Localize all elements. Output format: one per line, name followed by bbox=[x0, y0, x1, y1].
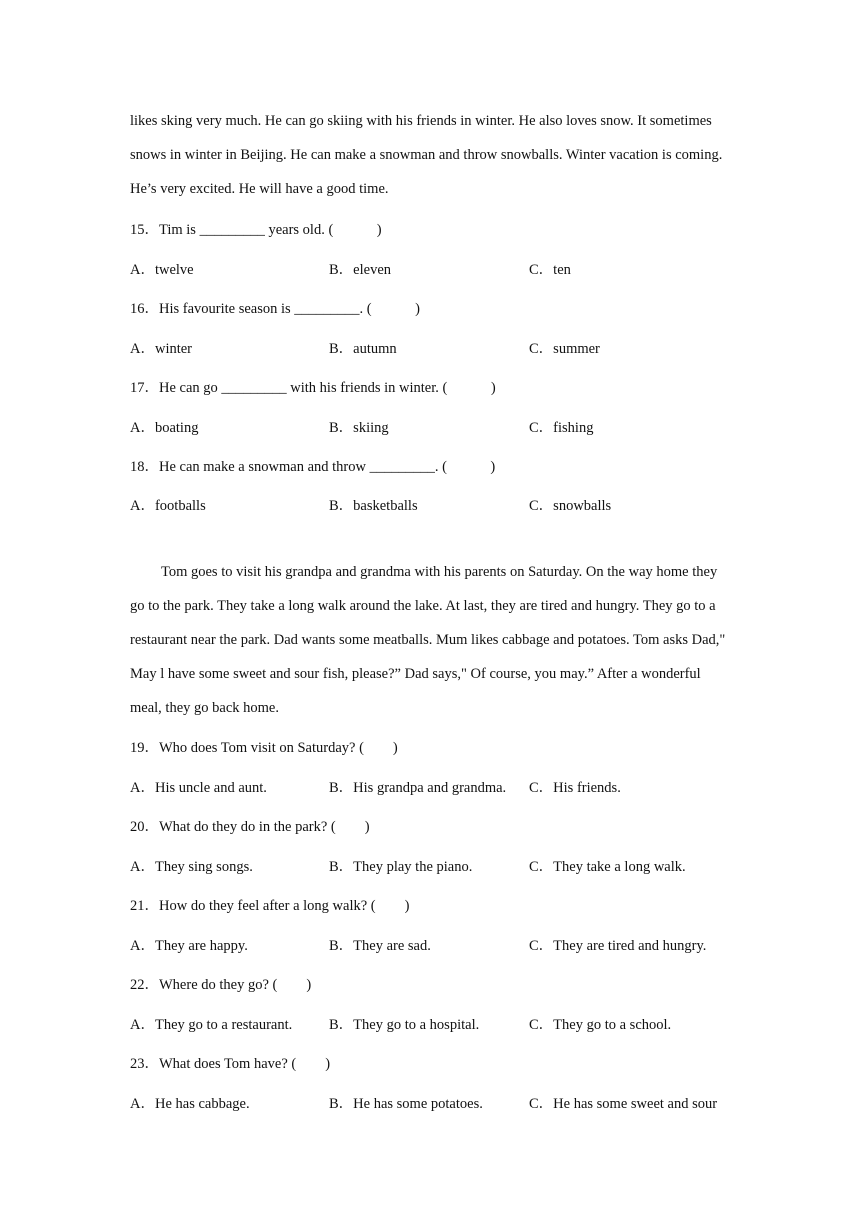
option-15-c: C．ten bbox=[529, 262, 571, 278]
question-20: 20．What do they do in the park? ( ) bbox=[130, 819, 370, 835]
options-23 bbox=[130, 1092, 735, 1112]
option-16-a: A．winter bbox=[130, 341, 193, 357]
option-23-b: B．He has some potatoes. bbox=[329, 1096, 483, 1112]
option-16-c: C．summer bbox=[529, 341, 600, 357]
option-18-a: A．footballs bbox=[130, 498, 206, 514]
option-22-c: C．They go to a school. bbox=[529, 1017, 672, 1033]
option-20-a: A．They sing songs. bbox=[130, 859, 253, 875]
option-17-a: A．boating bbox=[130, 420, 199, 436]
option-23-a: A．He has cabbage. bbox=[130, 1096, 250, 1112]
option-19-b: B．His grandpa and grandma. bbox=[329, 780, 507, 796]
reading-passage-1: likes sking very much. He can go skiing with his friends in winter. He also loves snow. It sometimes snows in winter in Beijing. He can make a snowman and throw snowballs. Winter vacation is coming. He’s very excited. He will have a good time. bbox=[130, 113, 723, 197]
question-15: 15．Tim is _________ years old. ( ) bbox=[130, 222, 382, 238]
option-15-a: A．twelve bbox=[130, 262, 194, 278]
question-16: 16．His favourite season is _________. ( ) bbox=[130, 301, 420, 317]
options-15 bbox=[130, 258, 735, 278]
option-20-b: B．They play the piano. bbox=[329, 859, 473, 875]
option-21-c: C．They are tired and hungry. bbox=[529, 938, 707, 954]
option-18-c: C．snowballs bbox=[529, 498, 612, 514]
options-18 bbox=[130, 494, 735, 514]
options-21 bbox=[130, 934, 735, 954]
option-19-c: C．His friends. bbox=[529, 780, 621, 796]
option-19-a: A．His uncle and aunt. bbox=[130, 780, 267, 796]
option-15-b: B．eleven bbox=[329, 262, 392, 278]
option-22-a: A．They go to a restaurant. bbox=[130, 1017, 293, 1033]
option-20-c: C．They take a long walk. bbox=[529, 859, 686, 875]
options-22 bbox=[130, 1013, 735, 1033]
option-22-b: B．They go to a hospital. bbox=[329, 1017, 480, 1033]
reading-passage-2: Tom goes to visit his grandpa and grandma with his parents on Saturday. On the way home they go to the park. They take a long walk around the lake. At last, they are tired and hungry. They go to a restaurant near the park. Dad wants some meatballs. Mum likes cabbage and potatoes. Tom asks Dad," May l have some sweet and sour fish, please?” Dad says," Of course, you may.” After a wonderful meal, they go back home. bbox=[130, 564, 726, 716]
options-16 bbox=[130, 337, 735, 357]
option-16-b: B．autumn bbox=[329, 341, 397, 357]
options-19 bbox=[130, 776, 735, 796]
option-18-b: B．basketballs bbox=[329, 498, 418, 514]
question-19: 19．Who does Tom visit on Saturday? ( ) bbox=[130, 740, 398, 756]
question-17: 17．He can go _________ with his friends in winter. ( ) bbox=[130, 380, 496, 396]
option-17-c: C．fishing bbox=[529, 420, 594, 436]
question-22: 22．Where do they go? ( ) bbox=[130, 977, 312, 993]
option-23-c: C．He has some sweet and sour bbox=[529, 1096, 718, 1112]
options-20 bbox=[130, 855, 735, 875]
options-17 bbox=[130, 416, 735, 436]
question-21: 21．How do they feel after a long walk? ( ) bbox=[130, 898, 410, 914]
option-21-a: A．They are happy. bbox=[130, 938, 248, 954]
question-18: 18．He can make a snowman and throw _________. ( ) bbox=[130, 459, 496, 475]
question-23: 23．What does Tom have? ( ) bbox=[130, 1056, 331, 1072]
option-21-b: B．They are sad. bbox=[329, 938, 431, 954]
option-17-b: B．skiing bbox=[329, 420, 389, 436]
